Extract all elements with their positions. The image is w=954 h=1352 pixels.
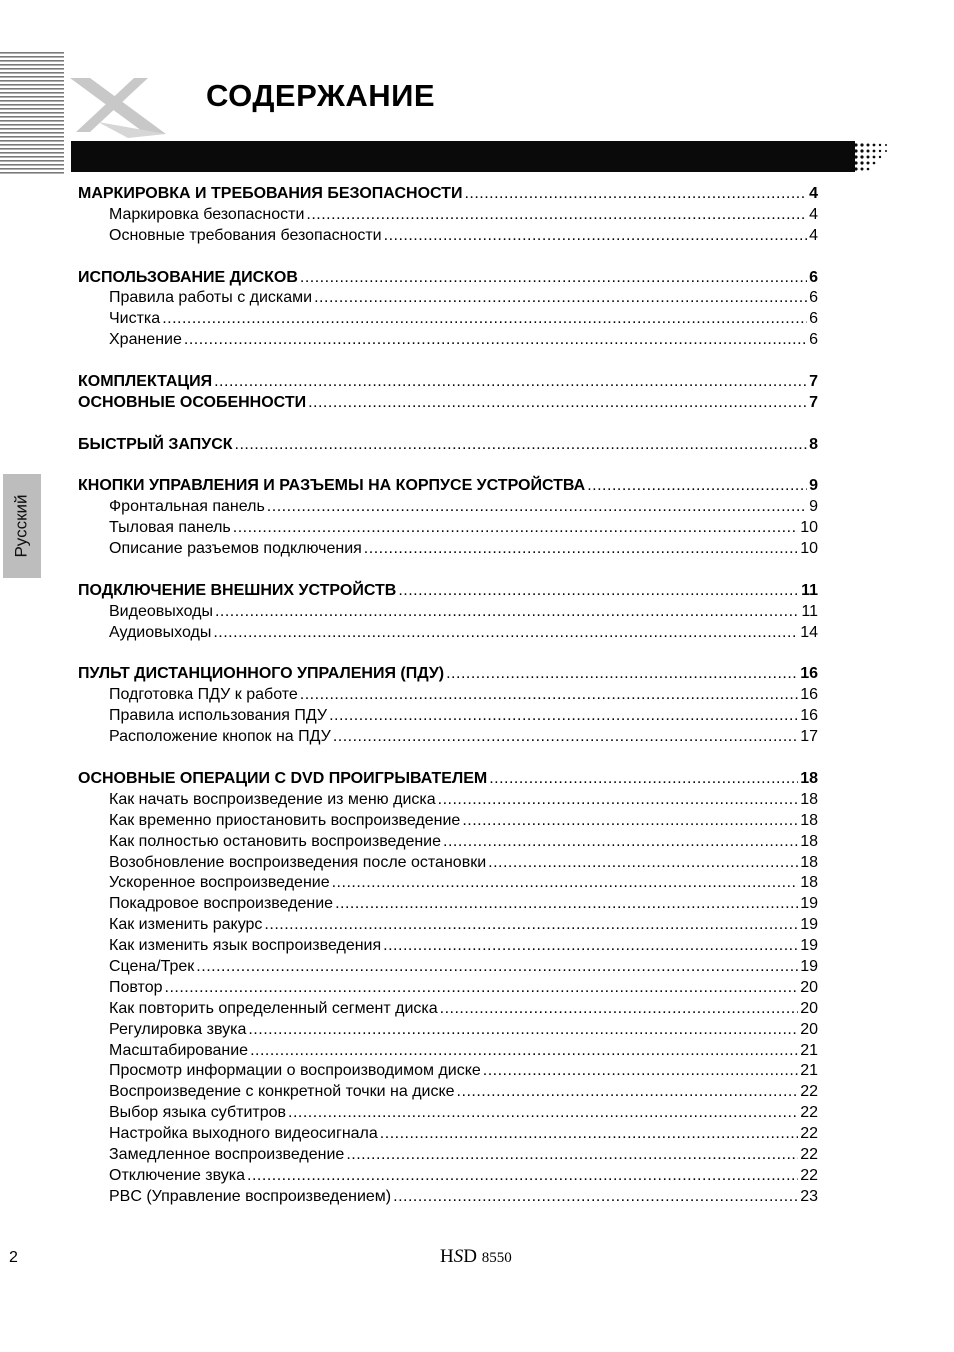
toc-leader-dots: [462, 812, 798, 830]
toc-item-title: Регулировка звука: [109, 1020, 247, 1038]
language-label: Русский: [12, 494, 32, 558]
toc-item: [78, 791, 818, 812]
toc-leader-dots: [335, 895, 798, 913]
toc-item: [78, 289, 818, 310]
toc-leader-dots: [308, 394, 807, 412]
toc-section: [78, 185, 818, 206]
toc-page-number: 18: [800, 769, 818, 787]
toc-page-number: 6: [809, 268, 818, 286]
toc-leader-dots: [333, 728, 798, 746]
toc-item: [78, 331, 818, 352]
toc-item: [78, 1188, 818, 1209]
toc-item-title: Расположение кнопок на ПДУ: [109, 728, 331, 746]
toc-leader-dots: [483, 1062, 798, 1080]
toc-item-title: Замедленное воспроизведение: [109, 1145, 345, 1163]
toc-item: [78, 895, 818, 916]
toc-item: [78, 1167, 818, 1188]
toc-item: [78, 603, 818, 624]
toc-page-number: 8: [809, 435, 818, 453]
toc-page-number: 6: [809, 310, 818, 328]
toc-item-title: Хранение: [109, 331, 182, 349]
toc-leader-dots: [235, 436, 808, 454]
toc-section: [78, 477, 818, 498]
brand-suffix: D: [463, 1246, 477, 1267]
model-number: 8550: [481, 1250, 512, 1266]
toc-section: [78, 373, 818, 394]
toc-leader-dots: [380, 1125, 798, 1143]
toc-leader-dots: [215, 603, 799, 621]
toc-page-number: 18: [800, 790, 818, 808]
toc-item-title: Ускоренное воспроизведение: [109, 874, 330, 892]
toc-item-title: Как изменить язык воспроизведения: [109, 937, 382, 955]
toc-page-number: 20: [800, 1020, 818, 1038]
footer-brand: [440, 1246, 512, 1268]
toc-leader-dots: [383, 937, 798, 955]
toc-item-title: Как изменить ракурс: [109, 916, 263, 934]
toc-item-title: Основные требования безопасности: [109, 226, 382, 244]
toc-item: [78, 206, 818, 227]
toc-item-title: Маркировка безопасности: [109, 205, 305, 223]
toc-item-title: Как временно приостановить воспроизведение: [109, 811, 461, 829]
toc-leader-dots: [393, 1188, 798, 1206]
toc-leader-dots: [440, 1000, 799, 1018]
toc-page-number: 23: [800, 1187, 818, 1205]
toc-leader-dots: [464, 185, 807, 203]
toc-leader-dots: [165, 979, 799, 997]
toc-item: [78, 540, 818, 561]
toc-leader-dots: [443, 833, 798, 851]
toc-item: [78, 937, 818, 958]
toc-section: [78, 269, 818, 290]
toc-section: [78, 582, 818, 603]
toc-leader-dots: [288, 1104, 798, 1122]
toc-page-number: 6: [809, 289, 818, 307]
toc-page-number: 20: [800, 978, 818, 996]
toc-page-number: 22: [800, 1125, 818, 1143]
toc-page-number: 4: [809, 226, 818, 244]
toc-page-number: 4: [809, 205, 818, 223]
toc-leader-dots: [196, 958, 798, 976]
toc-page-number: 6: [809, 331, 818, 349]
toc-item-title: Выбор языка субтитров: [109, 1104, 287, 1122]
toc-item-title: Покадровое воспроизведение: [109, 895, 334, 913]
toc-page-number: 9: [809, 498, 818, 516]
toc-section-title: ОСНОВНЫЕ ОСОБЕННОСТИ: [78, 393, 307, 411]
language-tab: [3, 474, 41, 578]
toc-item-title: Настройка выходного видеосигнала: [109, 1125, 378, 1143]
toc-page-number: 18: [800, 853, 818, 871]
toc-item-title: Подготовка ПДУ к работе: [109, 686, 298, 704]
toc-item: [78, 874, 818, 895]
toc-page-number: 22: [800, 1145, 818, 1163]
toc-page-number: 10: [800, 540, 818, 558]
toc-item-title: Тыловая панель: [109, 519, 231, 537]
toc-item: [78, 1104, 818, 1125]
toc-section-title: КНОПКИ УПРАВЛЕНИЯ И РАЗЪЕМЫ НА КОРПУСЕ УСТРОЙСТВА: [78, 477, 586, 495]
toc-page-number: 14: [800, 623, 818, 641]
toc-page-number: 22: [800, 1083, 818, 1101]
toc-page-number: 19: [800, 957, 818, 975]
toc-page-number: 4: [809, 185, 818, 202]
toc-leader-dots: [162, 310, 807, 328]
toc-item-title: PBC (Управление воспроизведением): [109, 1187, 392, 1205]
toc-section-title: ОСНОВНЫЕ ОПЕРАЦИИ С DVD ПРОИГРЫВАТЕЛЕМ: [78, 769, 488, 787]
header-bar: [71, 141, 855, 172]
toc-leader-dots: [267, 498, 807, 516]
toc-leader-dots: [247, 1167, 798, 1185]
toc-page-number: 19: [800, 916, 818, 934]
toc-item-title: Просмотр информации о воспроизводимом диске: [109, 1062, 481, 1080]
toc-page-number: 9: [809, 477, 818, 495]
toc-leader-dots: [300, 686, 798, 704]
toc-item-title: Как начать воспроизведение из меню диска: [109, 790, 436, 808]
toc-leader-dots: [213, 624, 798, 642]
toc-section-title: ПОДКЛЮЧЕНИЕ ВНЕШНИХ УСТРОЙСТВ: [78, 581, 397, 599]
toc-item-title: Правила использования ПДУ: [109, 707, 328, 725]
toc-item-title: Аудиовыходы: [109, 623, 212, 641]
toc-page-number: 20: [800, 999, 818, 1017]
toc-leader-dots: [248, 1021, 798, 1039]
toc-page-number: 11: [801, 581, 818, 599]
toc-item: [78, 728, 818, 749]
toc-leader-dots: [364, 540, 798, 558]
toc-item: [78, 519, 818, 540]
toc-page-number: 18: [800, 811, 818, 829]
toc-item-title: Сцена/Трек: [109, 957, 195, 975]
toc-section-title: ПУЛЬТ ДИСТАНЦИОННОГО УПРАЛЕНИЯ (ПДУ): [78, 665, 445, 683]
toc-leader-dots: [446, 665, 798, 683]
toc-page-number: 16: [800, 665, 818, 683]
toc-item-title: Чистка: [109, 310, 161, 328]
toc-item: [78, 979, 818, 1000]
toc-item: [78, 1146, 818, 1167]
toc-page-number: 18: [800, 874, 818, 892]
toc-item: [78, 227, 818, 248]
toc-leader-dots: [457, 1083, 799, 1101]
toc-page-number: 18: [800, 832, 818, 850]
toc-item-title: Как полностью остановить воспроизведение: [109, 832, 442, 850]
toc-item: [78, 1042, 818, 1063]
toc-page-number: 16: [800, 686, 818, 704]
toc-item-title: Как повторить определенный сегмент диска: [109, 999, 438, 1017]
toc-leader-dots: [488, 854, 798, 872]
toc-item: [78, 310, 818, 331]
brand-mark: S: [453, 1246, 464, 1267]
toc-section: [78, 436, 818, 457]
toc-item-title: Видеовыходы: [109, 602, 213, 620]
toc-item-title: Воспроизведение с конкретной точки на диске: [109, 1083, 455, 1101]
page-number: 2: [9, 1249, 18, 1266]
toc-item: [78, 1021, 818, 1042]
toc-section: [78, 770, 818, 791]
toc-item-title: Масштабирование: [109, 1041, 249, 1059]
toc-page-number: 19: [800, 937, 818, 955]
toc-item: [78, 707, 818, 728]
toc-item: [78, 833, 818, 854]
toc-leader-dots: [233, 519, 798, 537]
toc-leader-dots: [346, 1146, 798, 1164]
toc-page-number: 21: [800, 1041, 818, 1059]
toc-leader-dots: [184, 331, 807, 349]
toc-item: [78, 1062, 818, 1083]
toc-item-title: Описание разъемов подключения: [109, 540, 362, 558]
toc-section-title: МАРКИРОВКА И ТРЕБОВАНИЯ БЕЗОПАСНОСТИ: [78, 185, 463, 202]
toc-item: [78, 1125, 818, 1146]
toc-page-number: 19: [800, 895, 818, 913]
header-stripes-decoration: [0, 52, 64, 176]
table-of-contents: [78, 185, 818, 1209]
toc-item: [78, 1083, 818, 1104]
toc-item: [78, 624, 818, 645]
toc-item-title: Фронтальная панель: [109, 498, 265, 516]
toc-page-number: 16: [800, 707, 818, 725]
toc-item: [78, 958, 818, 979]
toc-item: [78, 812, 818, 833]
toc-page-number: 17: [800, 728, 818, 746]
toc-page-number: 7: [809, 373, 818, 391]
toc-leader-dots: [489, 770, 798, 788]
toc-item: [78, 854, 818, 875]
toc-item-title: Повтор: [109, 978, 163, 996]
toc-leader-dots: [214, 373, 807, 391]
toc-page-number: 11: [801, 602, 818, 620]
toc-item-title: Отключение звука: [109, 1166, 246, 1184]
toc-page-number: 22: [800, 1166, 818, 1184]
toc-leader-dots: [264, 916, 798, 934]
toc-leader-dots: [314, 289, 807, 307]
toc-page-number: 7: [809, 393, 818, 411]
toc-item: [78, 498, 818, 519]
toc-leader-dots: [587, 477, 807, 495]
toc-page-number: 10: [800, 519, 818, 537]
toc-item-title: Правила работы с дисками: [109, 289, 313, 307]
toc-section-title: БЫСТРЫЙ ЗАПУСК: [78, 435, 233, 453]
toc-leader-dots: [329, 707, 798, 725]
toc-section: [78, 394, 818, 415]
toc-leader-dots: [250, 1042, 798, 1060]
toc-leader-dots: [306, 206, 807, 224]
page-title: СОДЕРЖАНИЕ: [206, 78, 436, 113]
toc-leader-dots: [300, 269, 807, 287]
brand-prefix: H: [440, 1246, 454, 1267]
toc-item-title: Возобновление воспроизведения после остановки: [109, 853, 487, 871]
toc-leader-dots: [438, 791, 799, 809]
toc-item: [78, 686, 818, 707]
header-bar-dots-decoration: [852, 141, 894, 172]
toc-section-title: КОМПЛЕКТАЦИЯ: [78, 373, 213, 391]
x-logo-icon: [68, 78, 168, 140]
toc-section-title: ИСПОЛЬЗОВАНИЕ ДИСКОВ: [78, 268, 298, 286]
toc-leader-dots: [384, 227, 807, 245]
toc-page-number: 22: [800, 1104, 818, 1122]
toc-item: [78, 1000, 818, 1021]
toc-page-number: 21: [800, 1062, 818, 1080]
toc-section: [78, 665, 818, 686]
toc-leader-dots: [398, 582, 799, 600]
toc-leader-dots: [332, 874, 799, 892]
toc-item: [78, 916, 818, 937]
